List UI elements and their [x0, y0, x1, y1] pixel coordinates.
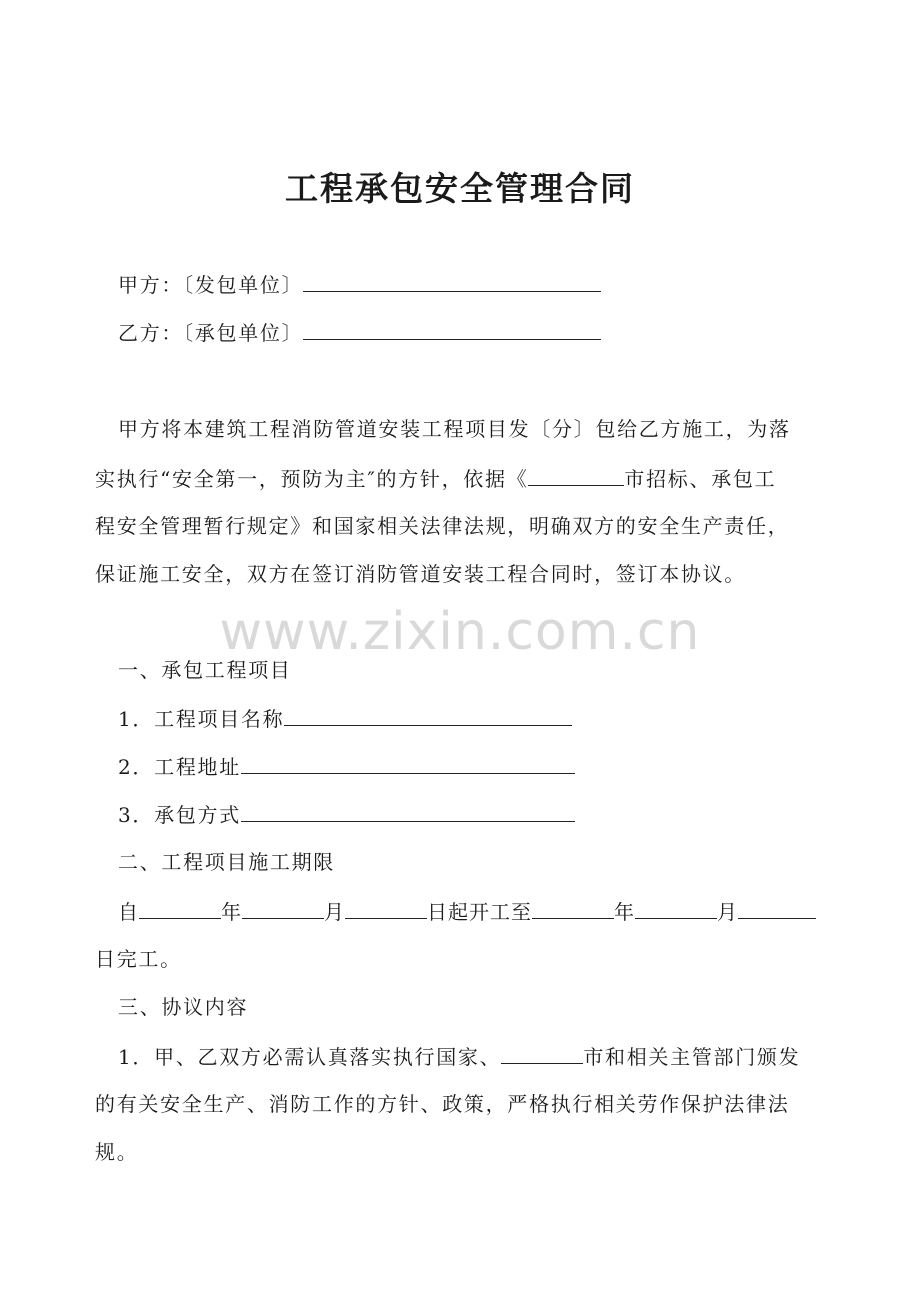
project-address-blank[interactable] — [241, 753, 575, 774]
intro-line-4: 保证施工安全，双方在签订消防管道安装工程合同时，签订本协议。 — [95, 562, 746, 586]
month-label-2: 月 — [717, 900, 738, 924]
city-blank[interactable] — [528, 465, 624, 486]
year-label-2: 年 — [614, 900, 635, 924]
year-label-1: 年 — [221, 900, 242, 924]
agreement-item1-line3: 规。 — [95, 1140, 139, 1164]
intro-line-3: 程安全管理暂行规定》和国家相关法律法规，明确双方的安全生产责任， — [95, 514, 790, 538]
end-year-blank[interactable] — [532, 898, 614, 919]
party-a-label: 甲方：〔发包单位〕 — [118, 273, 304, 297]
document-title: 工程承包安全管理合同 — [285, 169, 635, 208]
agreement-item1-line1 — [118, 1043, 800, 1070]
end-day-blank[interactable] — [738, 898, 816, 919]
agreement-item1-text: 1．甲、乙双方必需认真落实执行国家、 — [118, 1045, 502, 1069]
contract-mode-line — [118, 801, 575, 828]
period-end-line: 日完工。 — [95, 947, 182, 971]
agreement-item1-line2: 的有关安全生产、消防工作的方针、政策，严格执行相关劳作保护法律法 — [95, 1092, 790, 1116]
agreement-item1-tail: 市和相关主管部门颁发 — [583, 1045, 801, 1069]
project-name-blank[interactable] — [284, 705, 572, 726]
party-b-blank[interactable] — [303, 319, 601, 340]
start-to-label: 日起开工至 — [427, 900, 532, 924]
section1-heading: 一、承包工程项目 — [118, 658, 292, 682]
party-a-line — [118, 271, 601, 298]
project-address-line — [118, 753, 575, 780]
contract-mode-blank[interactable] — [241, 801, 575, 822]
party-b-line — [118, 319, 601, 346]
party-a-blank[interactable] — [303, 271, 601, 292]
period-line — [118, 898, 816, 925]
start-month-blank[interactable] — [242, 898, 324, 919]
start-year-blank[interactable] — [139, 898, 221, 919]
contract-mode-label: 3．承包方式 — [118, 803, 241, 827]
intro-line-2 — [95, 465, 776, 492]
section3-heading: 三、协议内容 — [118, 995, 249, 1019]
watermark: www.zixin.com.cn — [219, 602, 701, 662]
intro-line-1: 甲方将本建筑工程消防管道安装工程项目发〔分〕包给乙方施工，为落 — [118, 417, 791, 441]
section2-heading: 二、工程项目施工期限 — [118, 850, 335, 874]
project-name-line — [118, 705, 572, 732]
project-name-label: 1．工程项目名称 — [118, 707, 285, 731]
party-b-label: 乙方：〔承包单位〕 — [118, 321, 304, 345]
end-month-blank[interactable] — [635, 898, 717, 919]
agreement-city-blank[interactable] — [501, 1043, 583, 1064]
month-label-1: 月 — [324, 900, 345, 924]
start-day-blank[interactable] — [345, 898, 427, 919]
project-address-label: 2．工程地址 — [118, 755, 241, 779]
intro-line-2-tail: 市招标、承包工 — [624, 467, 777, 491]
period-from-label: 自 — [118, 900, 139, 924]
intro-line-2-text: 实执行“安全第一，预防为主″的方针，依据《 — [95, 467, 529, 491]
